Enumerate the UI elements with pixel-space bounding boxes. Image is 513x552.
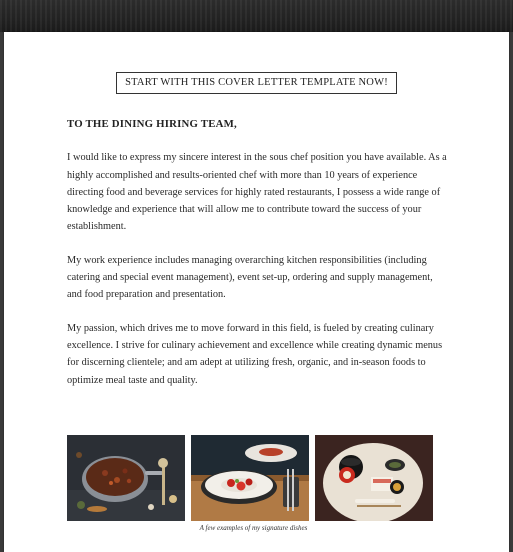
japanese-meal-photo [315, 435, 433, 521]
cta-container [4, 72, 509, 94]
letter-paragraph-1: I would like to express my sincere interest in the sous chef position you have available. As a highly accomplished and results-oriented chef with more than 10 years of experience directing food and beverage services for highly rated restaurants, I possess a wide range of knowledge and experience that will allow me to contribute toward the success of your establishment. [67, 152, 447, 233]
letter-paragraph-3: My passion, which drives me to move forward in this field, is fueled by creating culinary excellence. I strive for culinary achievement and excellence while creating dynamic menus for discerning clientele; and am adept at utilizing fresh, organic, and in-season foods to optimize meal taste and quality. [67, 322, 443, 386]
stew-pot-photo [67, 435, 185, 521]
plated-dish-photo [191, 435, 309, 521]
dish-photo-strip [67, 435, 437, 521]
photo-caption: A few examples of my signature dishes [199, 524, 308, 532]
letter-page [4, 32, 509, 552]
letter-salutation: TO THE DINING HIRING TEAM, [67, 118, 237, 130]
letter-paragraph-2: My work experience includes managing overarching kitchen responsibilities (including catering and special event management), event set-up, ordering and supply management, and food preparation and presentation. [67, 254, 433, 301]
header-banner-image [0, 0, 513, 32]
start-template-button[interactable]: START WITH THIS COVER LETTER TEMPLATE NOW! [116, 72, 397, 94]
cover-letter-body [67, 116, 447, 405]
